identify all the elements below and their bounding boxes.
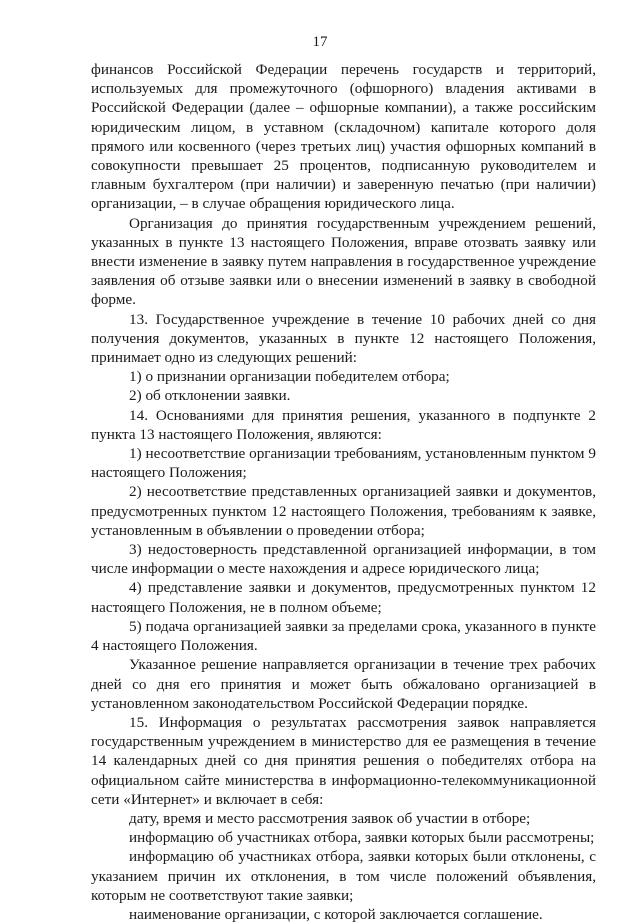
document-body	[91, 60, 596, 924]
paragraph-13: 13. Государственное учреждение в течение 10 рабочих дней со дня получения документов, указанных в пункте 12 настоящего Положения, принимает одно из следующих решений:	[91, 310, 596, 367]
paragraph-15-item-rejected: информацию об участниках отбора, заявки которых были отклонены, с указанием причин их отклонения, в том числе положений объявления, которым не соответствуют такие заявки;	[91, 848, 596, 904]
paragraph-15-item-agreement: наименование организации, с которой заключается соглашение.	[129, 905, 543, 923]
paragraph-continuation: финансов Российской Федерации перечень государств и территорий, используемых для промежуточного (офшорного) владения активами в Российской Федерации (далее – офшорные компании), а также российским юридическим лицом, в уставном (складочном) капитале которого доля прямого или косвенного (через третьих лиц) участия офшорных компаний в совокупности превышает 25 процентов, подписанную руководителем и главным бухгалтером (при наличии) и заверенную печатью (при наличии) организации, – в случае обращения юридического лица.	[91, 61, 596, 213]
paragraph-14-item-1: 1) несоответствие организации требованиям, установленным пунктом 9 настоящего Положения;	[91, 445, 596, 482]
page-number: 17	[312, 34, 328, 50]
paragraph-15: 15. Информация о результатах рассмотрения заявок направляется государственным учреждением в министерство для ее размещения в течение 14 календарных дней со дня принятия решения о победителях отбора на официальном сайте министерства в информационно-телекоммуникационной сети «Интернет» и включает в себя:	[91, 713, 596, 808]
paragraph-14: 14. Основаниями для принятия решения, указанного в подпункте 2 пункта 13 настоящего Положения, являются:	[91, 406, 596, 443]
paragraph-15-item-reviewed: информацию об участниках отбора, заявки которых были рассмотрены;	[129, 829, 595, 847]
paragraph-13-item-2: 2) об отклонении заявки.	[129, 387, 291, 405]
paragraph-13-item-1: 1) о признании организации победителем отбора;	[129, 368, 450, 386]
paragraph-14-item-2: 2) несоответствие представленных организацией заявки и документов, предусмотренных пунктом 12 настоящего Положения, требованиям к заявке, установленным в объявлении о проведении отбора;	[91, 483, 596, 539]
paragraph-decision-notice: Указанное решение направляется организации в течение трех рабочих дней со дня его принятия и может быть обжаловано организацией в установленном законодательством Российской Федерации порядке.	[91, 656, 596, 712]
paragraph-14-item-5: 5) подача организацией заявки за пределами срока, указанного в пункте 4 настоящего Положения.	[91, 617, 596, 655]
paragraph-withdrawal: Организация до принятия государственным учреждением решений, указанных в пункте 13 настоящего Положения, вправе отозвать заявку или внести изменение в заявку путем направления в государственное учреждение заявления об отзыве заявки или о внесении изменений в заявку в свободной форме.	[91, 214, 596, 309]
paragraph-14-item-3: 3) недостоверность представленной организацией информации, в том числе информации о месте нахождения и адресе юридического лица;	[91, 541, 596, 578]
paragraph-14-item-4: 4) представление заявки и документов, предусмотренных пунктом 12 настоящего Положения, не в полном объеме;	[91, 579, 596, 616]
paragraph-15-item-date: дату, время и место рассмотрения заявок об участии в отборе;	[129, 809, 531, 827]
